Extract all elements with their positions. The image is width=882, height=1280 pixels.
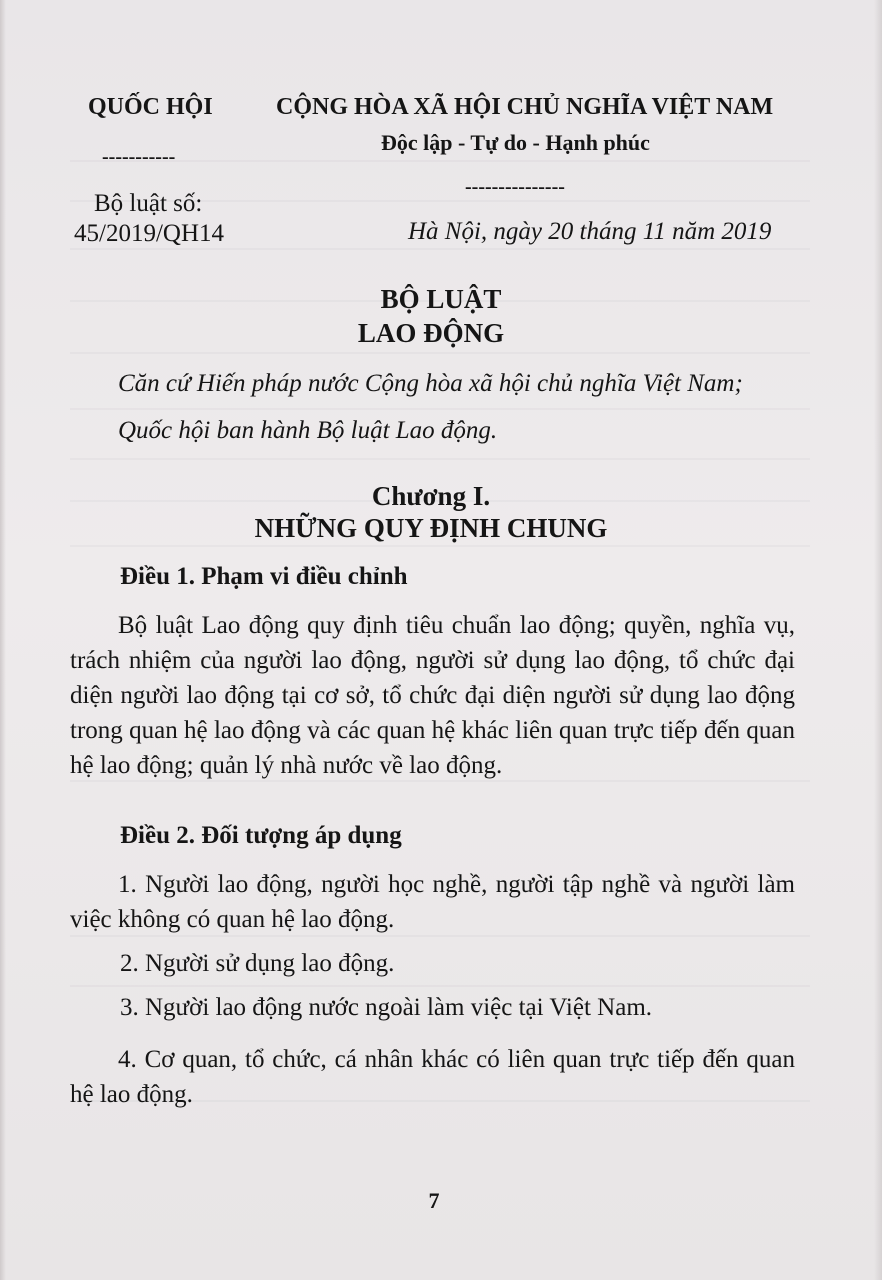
legal-basis-line2: Quốc hội ban hành Bộ luật Lao động. <box>118 417 498 444</box>
place-date: Hà Nội, ngày 20 tháng 11 năm 2019 <box>408 218 772 245</box>
article-2-item-3: 3. Người lao động nước ngoài làm việc tại Việt Nam. <box>120 994 653 1021</box>
chapter-number: Chương I. <box>371 481 491 511</box>
article-2-item-1: 1. Người lao động, người học nghề, người tập nghề và người làm việc không có quan hệ lao động. <box>70 871 795 933</box>
article-2-item-2: 2. Người sử dụng lao động. <box>120 950 395 977</box>
legal-basis-line1: Căn cứ Hiến pháp nước Cộng hòa xã hội chủ nghĩa Việt Nam; <box>118 370 743 397</box>
chapter-title: NHỮNG QUY ĐỊNH CHUNG <box>254 513 608 543</box>
page-number: 7 <box>428 1188 440 1213</box>
document-title-line2: LAO ĐỘNG <box>357 318 505 348</box>
article-2-heading: Điều 2. Đối tượng áp dụng <box>120 822 402 849</box>
article-1-text: Bộ luật Lao động quy định tiêu chuẩn lao động; quyền, nghĩa vụ, trách nhiệm của người lao động, người sử dụng lao động, tổ chức đại diện người lao động tại cơ sở, tổ chức đại diện người sử dụng lao động trong quan hệ lao động và các quan hệ khác liên quan trực tiếp đến quan hệ lao động; quản lý nhà nước về lao động. <box>70 612 795 779</box>
national-motto: Độc lập - Tự do - Hạnh phúc <box>381 130 650 155</box>
document-title-line1: BỘ LUẬT <box>380 284 502 314</box>
law-number-label: Bộ luật số: <box>94 190 203 217</box>
article-2-item-4: 4. Cơ quan, tổ chức, cá nhân khác có liên quan trực tiếp đến quan hệ lao động. <box>70 1046 795 1108</box>
law-number: 45/2019/QH14 <box>74 220 224 247</box>
country-name: CỘNG HÒA XÃ HỘI CHỦ NGHĨA VIỆT NAM <box>276 94 774 120</box>
issuer-rule: ----------- <box>102 146 176 168</box>
page-edge-left <box>0 0 6 1280</box>
article-1-heading: Điều 1. Phạm vi điều chỉnh <box>120 563 408 590</box>
issuer-name: QUỐC HỘI <box>88 94 213 120</box>
motto-rule: --------------- <box>465 176 565 198</box>
page-edge-right <box>874 0 882 1280</box>
